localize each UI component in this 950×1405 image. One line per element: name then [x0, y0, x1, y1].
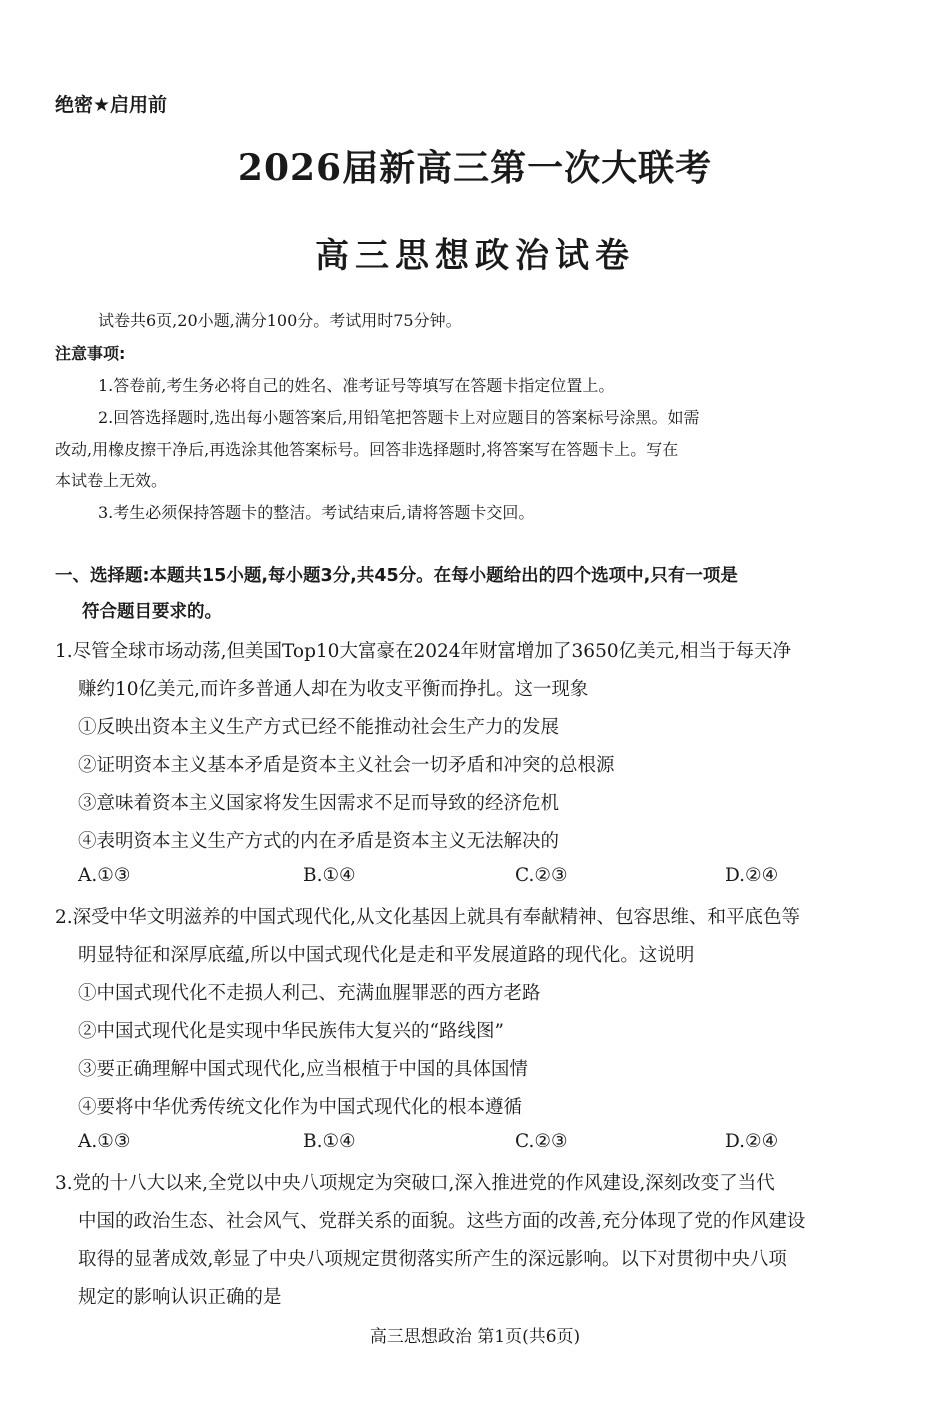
q1-stem-2: 赚约10亿美元,而许多普通人却在为收支平衡而挣扎。这一现象 [78, 679, 589, 700]
secret-label: 绝密★启用前 [55, 94, 168, 116]
q3-stem-2: 中国的政治生态、社会风气、党群关系的面貌。这些方面的改善,充分体现了党的作风建设 [78, 1211, 806, 1232]
q2-statement-4: ④要将中华优秀传统文化作为中国式现代化的根本遵循 [78, 1097, 523, 1118]
q2-statement-3: ③要正确理解中国式现代化,应当根植于中国的具体国情 [78, 1059, 528, 1080]
notice-line-2c: 本试卷上无效。 [55, 471, 168, 490]
q1-statement-4: ④表明资本主义生产方式的内在矛盾是资本主义无法解决的 [78, 831, 560, 852]
q1-option-b: B.①④ [303, 865, 356, 886]
q2-statement-1: ①中国式现代化不走损人利己、充满血腥罪恶的西方老路 [78, 983, 541, 1004]
notice-line-2b: 改动,用橡皮擦干净后,再选涂其他答案标号。回答非选择题时,将答案写在答题卡上。写在 [55, 440, 679, 459]
q2-option-b: B.①④ [303, 1131, 356, 1152]
q1-option-c: C.②③ [515, 865, 568, 886]
section-heading: 一、选择题:本题共15小题,每小题3分,共45分。在每小题给出的四个选项中,只有一项是 [55, 566, 738, 586]
q3-stem-3: 取得的显著成效,彰显了中央八项规定贯彻落实所产生的深远影响。以下对贯彻中央八项 [78, 1249, 787, 1270]
notice-line-1: 1.答卷前,考生务必将自己的姓名、准考证号等填写在答题卡指定位置上。 [98, 376, 615, 395]
q2-option-c: C.②③ [515, 1131, 568, 1152]
q2-stem-2: 明显特征和深厚底蕴,所以中国式现代化是走和平发展道路的现代化。这说明 [78, 945, 695, 966]
q2-option-d: D.②④ [725, 1131, 779, 1152]
q1-option-a: A.①③ [78, 865, 131, 886]
q3-stem-1: 3.党的十八大以来,全党以中央八项规定为突破口,深入推进党的作风建设,深刻改变了当代 [55, 1173, 775, 1194]
q1-stem-1: 1.尽管全球市场动荡,但美国Top10大富豪在2024年财富增加了3650亿美元,相当于每天净 [55, 641, 792, 662]
exam-title: 2026届新高三第一次大联考 [237, 147, 713, 189]
q2-stem-1: 2.深受中华文明滋养的中国式现代化,从文化基因上就具有奉献精神、包容思维、和平底色等 [55, 907, 801, 928]
q1-statement-3: ③意味着资本主义国家将发生因需求不足而导致的经济危机 [78, 793, 560, 814]
q1-statement-1: ①反映出资本主义生产方式已经不能推动社会生产力的发展 [78, 717, 560, 738]
q2-option-a: A.①③ [78, 1131, 131, 1152]
notice-line-3: 3.考生必须保持答题卡的整洁。考试结束后,请将答题卡交回。 [98, 503, 535, 522]
section-heading-cont: 符合题目要求的。 [82, 602, 222, 622]
q2-statement-2: ②中国式现代化是实现中华民族伟大复兴的“路线图” [78, 1021, 504, 1042]
q3-stem-4: 规定的影响认识正确的是 [78, 1287, 282, 1308]
exam-info: 试卷共6页,20小题,满分100分。考试用时75分钟。 [98, 311, 462, 330]
exam-subtitle: 高三思想政治试卷 [315, 236, 635, 276]
q1-statement-2: ②证明资本主义基本矛盾是资本主义社会一切矛盾和冲突的总根源 [78, 755, 615, 776]
q1-option-d: D.②④ [725, 865, 779, 886]
notice-line-2a: 2.回答选择题时,选出每小题答案后,用铅笔把答题卡上对应题目的答案标号涂黑。如需 [98, 408, 700, 427]
page-footer: 高三思想政治 第1页(共6页) [369, 1327, 581, 1347]
notice-heading: 注意事项: [55, 344, 126, 363]
